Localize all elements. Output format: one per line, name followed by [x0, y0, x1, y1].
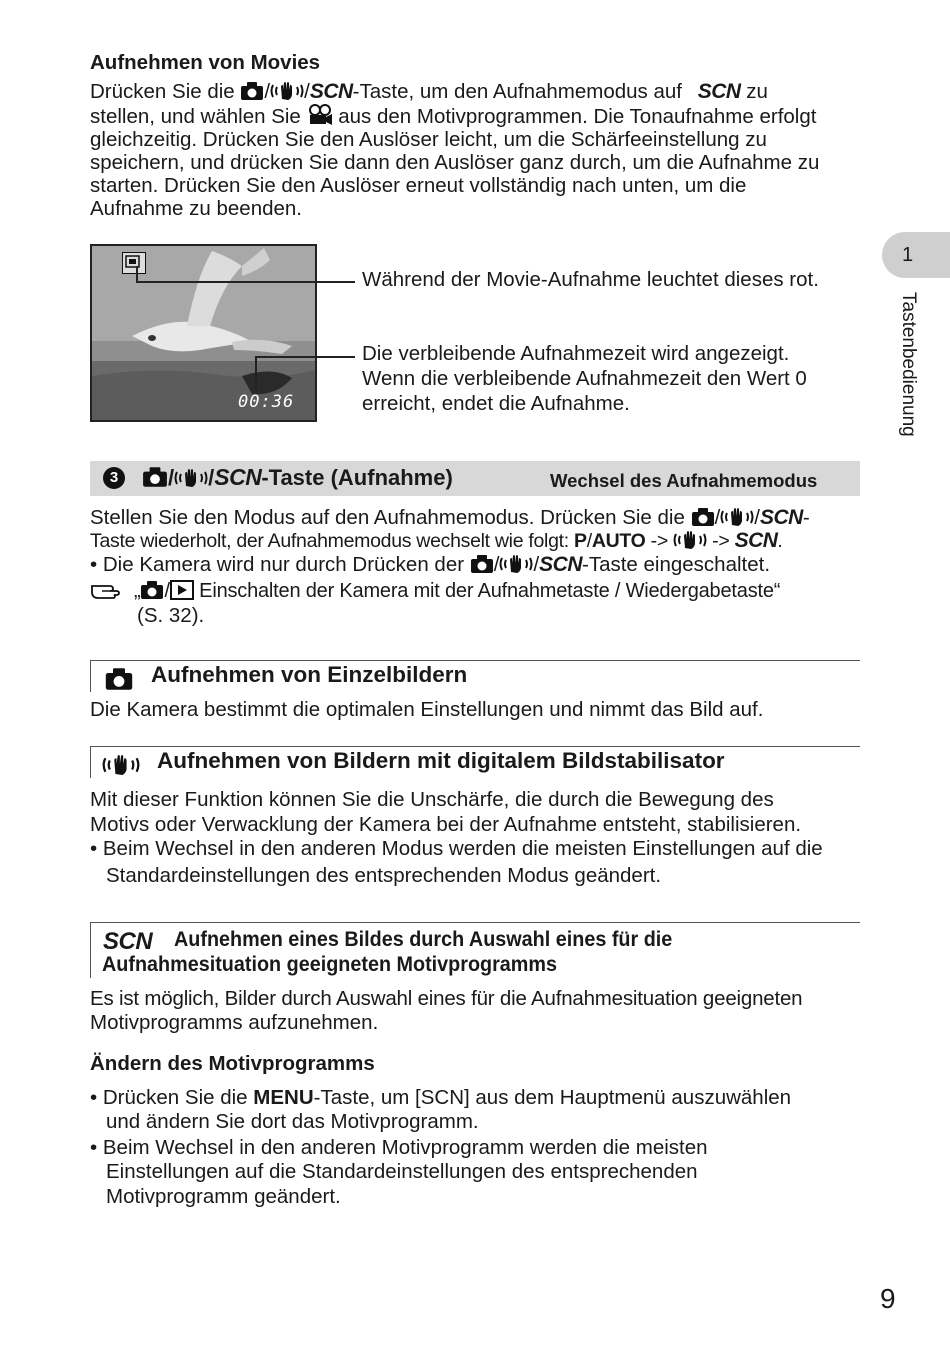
callout-line	[255, 356, 257, 390]
callout-text-time-3: erreicht, endet die Aufnahme.	[362, 392, 630, 415]
scn-text-line-2: Motivprogramms aufzunehmen.	[90, 1011, 379, 1034]
scn-heading-line-1: Aufnehmen eines Bildes durch Auswahl eines für die	[174, 927, 673, 951]
chapter-tab	[882, 232, 950, 278]
section-3-bullet: • Die Kamera wird nur durch Drücken der / /SCN-Taste eingeschaltet.	[90, 553, 770, 580]
stabilisator-line-1: Mit dieser Funktion können Sie die Unschärfe, die durch die Bewegung des	[90, 788, 774, 811]
stabilisator-bullet-2: Standardeinstellungen des entsprechenden Modus geändert.	[106, 864, 662, 887]
callout-line	[255, 356, 355, 358]
camera-icon	[470, 554, 494, 580]
callout-text-time-1: Die verbleibende Aufnahmezeit wird angezeigt.	[362, 342, 790, 365]
menu-button-label: MENU	[253, 1086, 314, 1109]
section-3-title: / /SCN-Taste (Aufnahme)	[142, 464, 453, 494]
motivprogramm-bullet-2-line-3: Motivprogramm geändert.	[106, 1185, 341, 1208]
camera-icon	[140, 580, 164, 607]
motivprogramm-bullet-1: • Drücken Sie die MENU-Taste, um [SCN] aus dem Hauptmenü auszuwählen	[90, 1086, 792, 1109]
movies-paragraph-line-2: stellen, und wählen Sie aus den Motivprogrammen. Die Tonaufnahme erfolgt	[90, 104, 816, 132]
movies-paragraph-line-1: Drücken Sie die / /SCN-Taste, um den Aufnahmemodus auf SCN zu	[90, 80, 768, 107]
section-3-reference-page: (S. 32).	[137, 604, 205, 627]
scn-text-line-1: Es ist möglich, Bilder durch Auswahl eines für die Aufnahmesituation geeigneten	[90, 987, 803, 1010]
remaining-time-display: 00:36	[238, 392, 295, 412]
movies-paragraph-line-6: Aufnahme zu beenden.	[90, 197, 302, 220]
movies-paragraph-line-4: speichern, und drücken Sie dann den Auslöser ganz durch, um die Aufnahme zu	[90, 151, 820, 174]
section-3-header	[90, 461, 860, 496]
heading-box-einzelbilder	[90, 660, 860, 692]
section-3-subtitle: Wechsel des Aufnahmemodus	[550, 470, 818, 491]
chapter-label: Tastenbedienung	[898, 292, 919, 437]
callout-text-indicator: Während der Movie-Aufnahme leuchtet dieses rot.	[362, 268, 819, 291]
stabilizer-hand-icon	[270, 81, 304, 107]
stabilizer-hand-icon	[102, 753, 140, 782]
pointing-hand-icon	[90, 582, 124, 607]
einzelbilder-heading: Aufnehmen von Einzelbildern	[151, 662, 468, 687]
camera-icon	[240, 81, 264, 107]
stabilisator-bullet-1: • Beim Wechsel in den anderen Modus werden die meisten Einstellungen auf die	[90, 837, 823, 860]
section-3-reference: „ / Einschalten der Kamera mit der Aufnahmetaste / Wiedergabetaste“	[90, 580, 780, 607]
record-indicator-icon	[122, 252, 146, 274]
callout-text-time-2: Wenn die verbleibende Aufnahmezeit den Wert 0	[362, 367, 807, 390]
stabilisator-heading: Aufnehmen von Bildern mit digitalem Bildstabilisator	[157, 748, 725, 773]
scn-icon: SCN	[539, 553, 582, 576]
page-number: 9	[880, 1283, 896, 1314]
callout-line	[136, 266, 138, 282]
scn-icon: SCN	[734, 529, 778, 552]
section-3-line-2: Taste wiederholt, der Aufnahmemodus wechselt wie folgt: P/AUTO -> -> SCN.	[90, 529, 783, 557]
movies-paragraph-line-5: starten. Drücken Sie den Auslöser erneut vollständig nach unten, um die	[90, 174, 747, 197]
scn-icon: SCN	[697, 80, 741, 103]
stabilisator-line-2: Motivs oder Verwacklung der Kamera bei der Aufnahme entsteht, stabilisieren.	[90, 813, 802, 836]
scn-icon: SCN	[214, 464, 262, 490]
movies-paragraph-line-3: gleichzeitig. Drücken Sie den Auslöser leicht, um die Schärfeeinstellung zu	[90, 128, 767, 151]
scn-icon: SCN	[309, 80, 353, 103]
heading-box-stabilisator	[90, 746, 860, 778]
scn-heading-line-2: Aufnahmesituation geeigneten Motivprogramms	[102, 952, 557, 976]
section-3-line-1: Stellen Sie den Modus auf den Aufnahmemodus. Drücken Sie die / /SCN-	[90, 506, 810, 533]
stabilizer-hand-icon	[499, 554, 533, 580]
motivprogramm-bullet-2-line-1: • Beim Wechsel in den anderen Motivprogramm werden die meisten	[90, 1136, 708, 1159]
scn-icon: SCN	[103, 928, 153, 955]
heading-box-scn	[90, 922, 860, 978]
lcd-screen-photo	[90, 244, 317, 422]
einzelbilder-text: Die Kamera bestimmt die optimalen Einstellungen und nimmt das Bild auf.	[90, 698, 764, 721]
callout-line	[136, 281, 355, 283]
motivprogramm-bullet-1-line-2: und ändern Sie dort das Motivprogramm.	[106, 1110, 479, 1133]
camera-icon	[142, 466, 168, 494]
motivprogramm-bullet-2-line-2: Einstellungen auf die Standardeinstellungen des entsprechenden	[106, 1160, 698, 1183]
chapter-number: 1	[902, 244, 914, 266]
playback-icon	[170, 580, 194, 607]
motivprogramm-subheading: Ändern des Motivprogramms	[90, 1052, 375, 1075]
section-number-badge: 3	[103, 467, 125, 489]
scn-icon: SCN	[759, 506, 803, 529]
stabilizer-hand-icon	[174, 468, 208, 494]
movies-heading: Aufnehmen von Movies	[90, 51, 321, 74]
camera-icon	[104, 667, 134, 696]
